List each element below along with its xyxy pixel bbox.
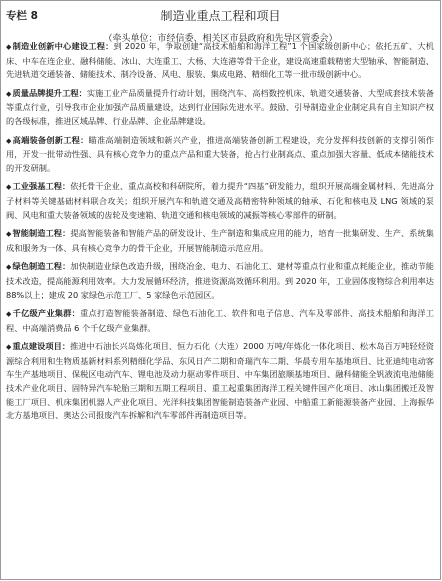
item-title: 千亿级产业集群： <box>12 308 81 319</box>
diamond-bullet-icon: ◆ <box>6 263 12 272</box>
diamond-bullet-icon: ◆ <box>6 343 12 352</box>
item-text: 推进中石油长兴岛炼化项目、恒力石化（大连）2000 万吨/年炼化一体化项目、松木岛百万吨轻烃资源综合利用和生物质基新材料系列精细化学品、东风日产二期和奇瑞汽车二期、华晨专用车基地项目、比亚迪纯电动客车生产基地项目、保税区电动汽车、锂电池及动力驱动零件项目、中车集团旅顺基地项目、融科储能全钒液流电池储能技术产业化项目、固特异汽车轮胎三期和五期工程项目、重工起重集团海洋工程关键件国产化项目、冰山集团搬迁及智能工厂项目、机床集团机器人产业化项目、光洋科技集团智能制造装备产业园、中船重工新能源装备产业园、上海振华北方基地项目、奥达公司报废汽车拆解和汽车零部件再制造项目等。 <box>6 341 434 421</box>
column-tag: 专栏 8 <box>6 10 38 22</box>
item-industry-clusters <box>6 307 434 335</box>
diamond-bullet-icon: ◆ <box>6 43 12 51</box>
item-key-projects <box>6 340 434 423</box>
column-title: 制造业重点工程和项目 <box>160 9 281 23</box>
item-title: 高端装备创新工程： <box>12 134 89 145</box>
diamond-bullet-icon: ◆ <box>6 230 12 239</box>
item-title: 智能制造工程： <box>12 228 71 239</box>
item-text: 重点打造智能装备制造、绿色石油化工、软件和电子信息、汽车及零部件、高技术船舶和海洋工程、中高端消费品 6 个千亿级产业集群。 <box>6 308 434 333</box>
item-innovation-center <box>6 40 434 82</box>
item-text: 到 2020 年，争取创建“高技术船舶和海洋工程”1 个国家级创新中心；依托五矿、大机床、中车在连企业、融科储能、冰山、大连重工、大杨、大连港等骨干企业，建设高速重载精密大型轴承、智能制造、先进轨道交通装备、储能技术、制冷设备、风电、服装、集成电路、精细化工等一批市级创新中心。 <box>6 41 434 80</box>
item-industrial-foundation <box>6 180 434 222</box>
item-text: 依托骨干企业、重点高校和科研院所，着力提升“四基”研发能力，组织开展高端金属材料、先进高分子材料等关键基础材料联合攻关；组织开展汽车和轨道交通及高精密特种领域的轴承、石化和核电及 LNG 领域的泵阀、风电和重大装备领域的齿轮及变速箱、轨道交通和核电领域的减振等核心零部件的研制。 <box>6 181 434 220</box>
item-quality-brand <box>6 87 434 129</box>
item-text: 加快制造业绿色改造升级，围绕冶金、电力、石油化工、建材等重点行业和重点耗能企业，推动节能技术改造，提高能源利用效率。大力发展循环经济，推进资源高效循环利用。到 2020 年，工业固体废物综合利用率达 88%以上；建成 20 家绿色示范工厂、5 家绿色示范园区。 <box>6 261 434 300</box>
diamond-bullet-icon: ◆ <box>6 136 12 145</box>
column-content <box>6 40 434 428</box>
item-title: 制造业创新中心建设工程： <box>12 41 114 51</box>
item-high-end-equipment <box>6 134 434 176</box>
item-text: 瞄准高端制造领域和新兴产业，推进高端装备创新工程建设，充分发挥科技创新的支撑引领作用，开发一批带动性强、具有核心竞争力的重点产品和重大装备，抢占行业制高点、重点加强大容量、低成本储能技术的开发研制。 <box>6 134 434 173</box>
diamond-bullet-icon: ◆ <box>6 183 12 192</box>
item-title: 工业强基工程： <box>12 181 71 192</box>
item-smart-manufacturing <box>6 227 434 255</box>
item-green-manufacturing <box>6 260 434 302</box>
item-text: 提高智能装备和智能产品的研发设计、生产制造和集成应用的能力，培育一批集研发、生产、系统集成和服务为一体、具有核心竞争力的骨干企业，开展智能制造示范应用。 <box>6 228 434 253</box>
item-title: 质量品牌提升工程： <box>12 87 87 98</box>
item-text: 实施工业产品质量提升行动计划，围绕汽车、高档数控机床、轨道交通装备、大型成套技术装备等重点行业，引导我市企业加强产品质量建设，达到行业国际先进水平。鼓励、引导制造业企业制定具有自主知识产权的各级标准，推进区域品牌、行业品牌、企业品牌建设。 <box>6 87 434 126</box>
lead-units-note: （牵头单位：市经信委、相关区市县政府和先导区管委会） <box>103 34 338 44</box>
diamond-bullet-icon: ◆ <box>6 89 12 98</box>
column-header <box>6 9 435 44</box>
item-title: 绿色制造工程： <box>12 261 71 272</box>
diamond-bullet-icon: ◆ <box>6 310 12 319</box>
item-title: 重点建设项目： <box>12 341 71 352</box>
